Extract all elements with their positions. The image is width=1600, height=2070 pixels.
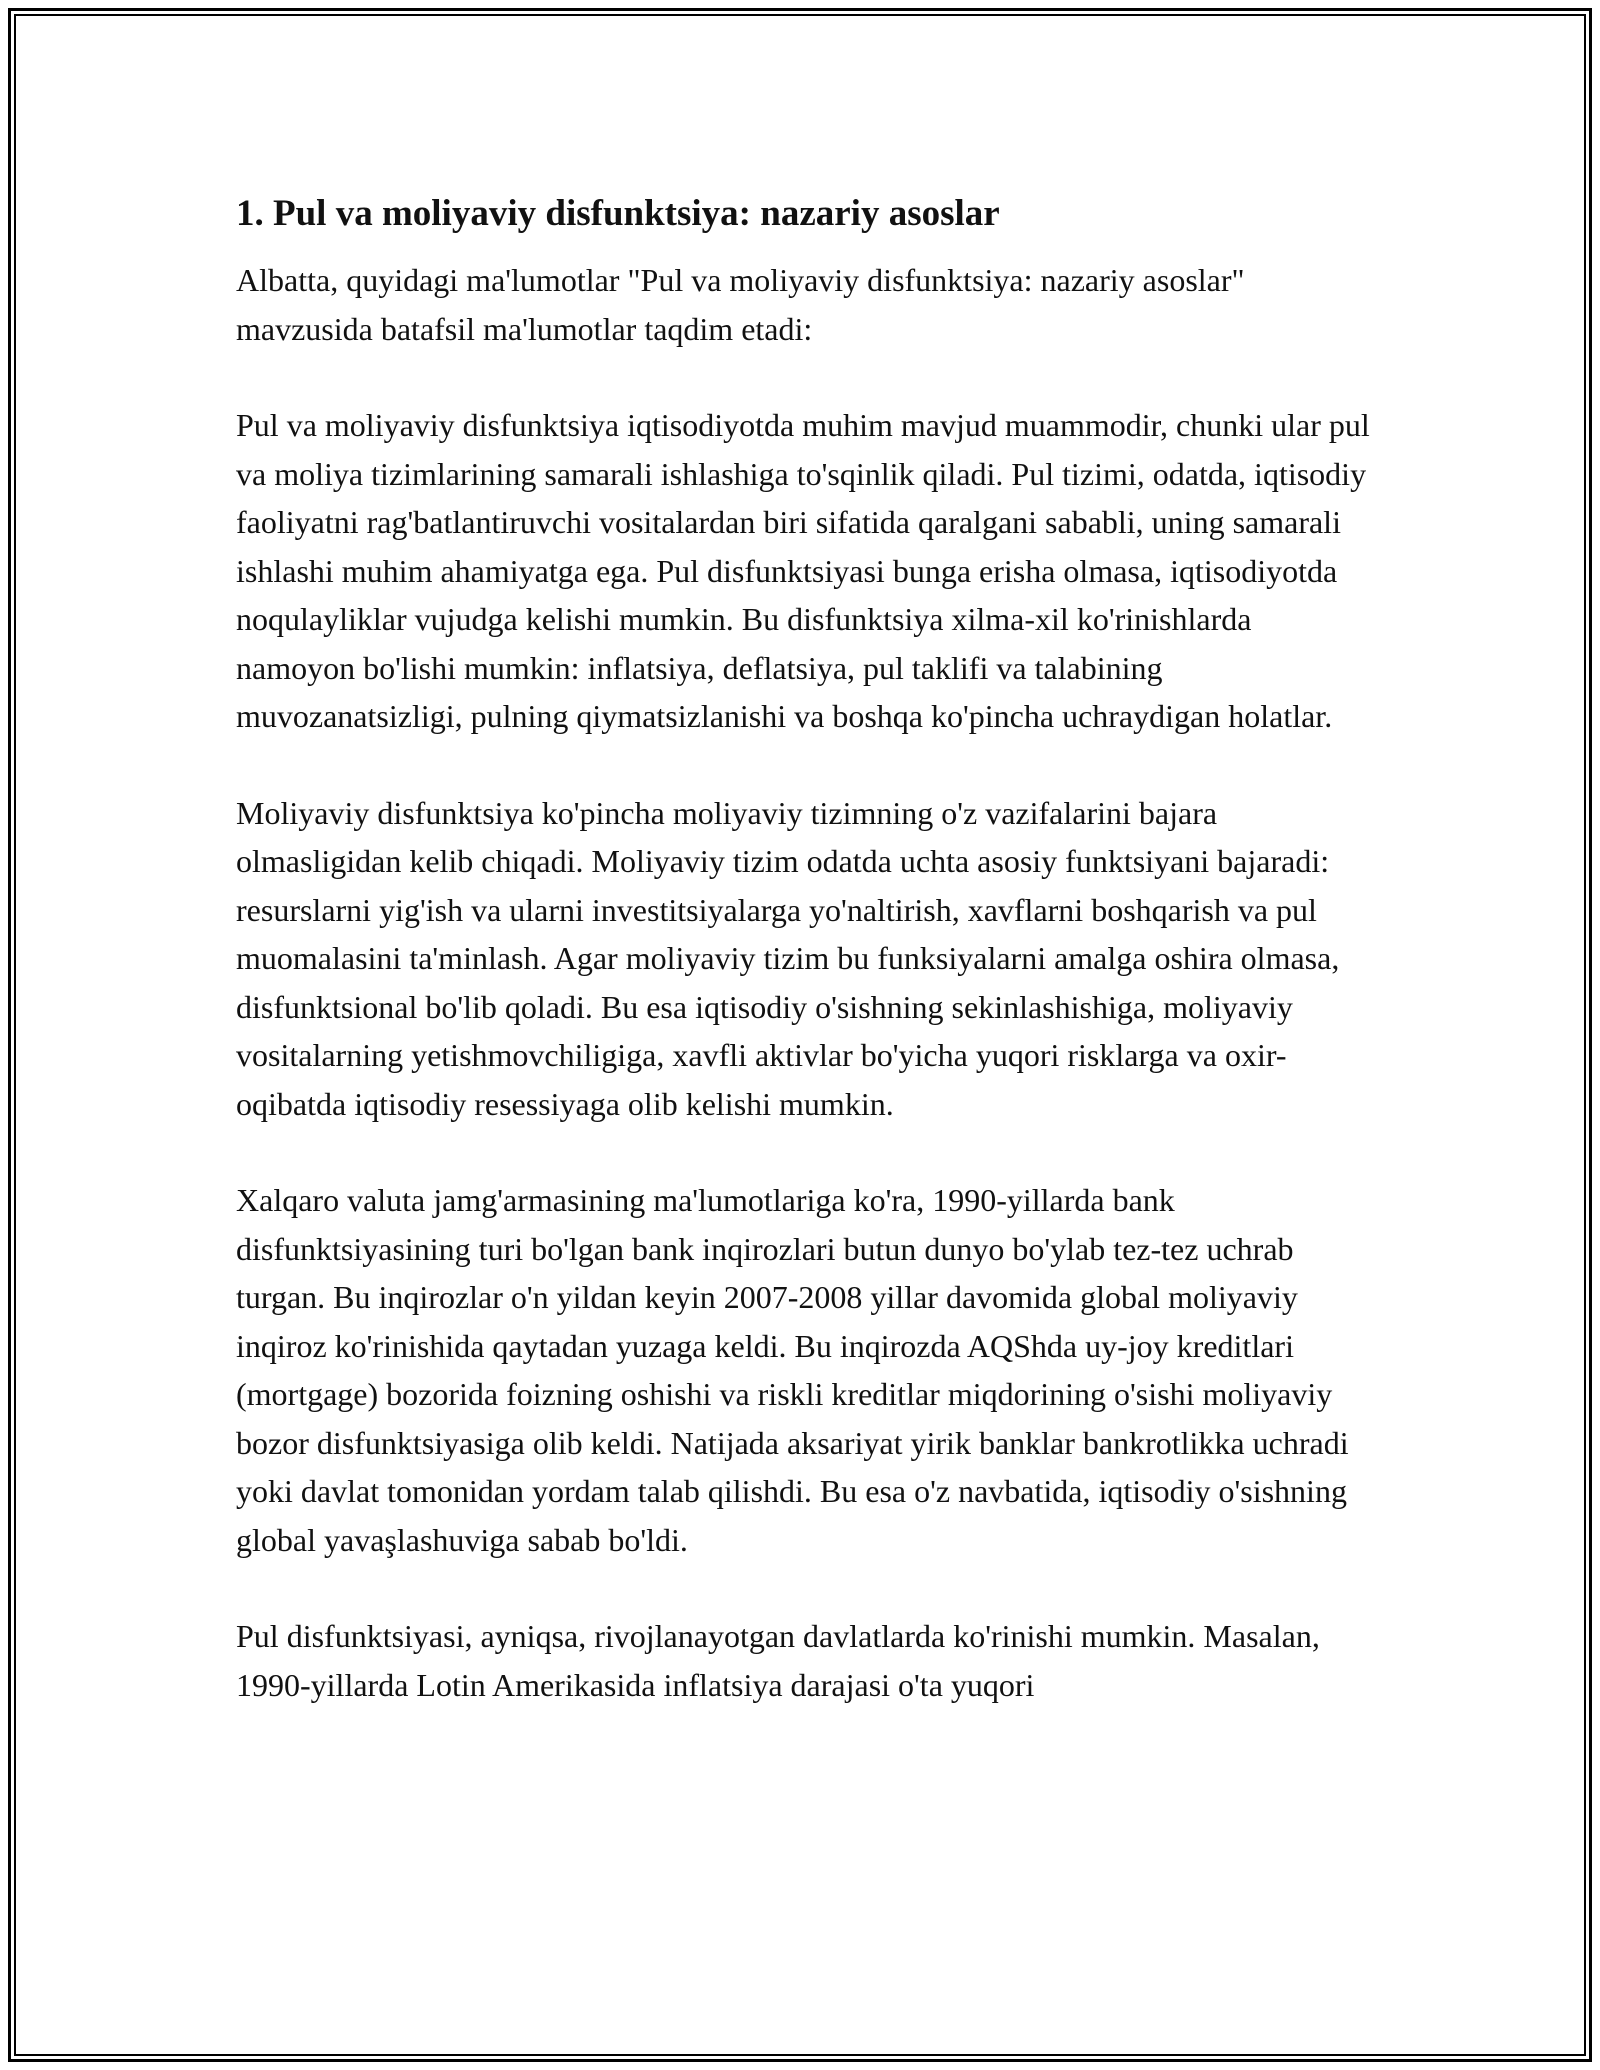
paragraph-developing-countries: Pul disfunktsiyasi, ayniqsa, rivojlanayotgan davlatlarda ko'rinishi mumkin. Masalan, 1990-yillarda Lotin Amerikasida inflatsiya darajasi o'ta yuqori bbox=[236, 1618, 1320, 1703]
paragraph-imf-banking-crises: Xalqaro valuta jamg'armasining ma'lumotlariga ko'ra, 1990-yillarda bank disfunktsiyasining turi bo'lgan bank inqirozlari butun dunyo bo'ylab tez-tez uchrab turgan. Bu inqirozlar o'n yildan keyin 2007-2008 yillar davomida global moliyaviy inqiroz ko'rinishida qaytadan yuzaga keldi. Bu inqirozda AQShda uy-joy kreditlari (mortgage) bozorida foizning oshishi va riskli kreditlar miqdorining o'sishi moliyaviy bozor disfunktsiyasiga olib keldi. Natijada aksariyat yirik banklar bankrotlikka uchradi yoki davlat tomonidan yordam talab qilishdi. Bu esa o'z navbatida, iqtisodiy o'sishning global yavaşlashuviga sabab bo'ldi. bbox=[236, 1182, 1349, 1558]
paragraph-intro: Albatta, quyidagi ma'lumotlar "Pul va moliyaviy disfunktsiya: nazariy asoslar" mavzusida batafsil ma'lumotlar taqdim etadi: bbox=[236, 262, 1245, 347]
paragraph-monetary-dysfunction: Pul va moliyaviy disfunktsiya iqtisodiyotda muhim mavjud muammodir, chunki ular pul va moliya tizimlarining samarali ishlashiga to'sqinlik qiladi. Pul tizimi, odatda, iqtisodiy faoliyatni rag'batlantiruvchi vositalardan biri sifatida qaralgani sababli, uning samarali ishlashi muhim ahamiyatga ega. Pul disfunktsiyasi bunga erisha olmasa, iqtisodiyotda noqulayliklar vujudga kelishi mumkin. Bu disfunktsiya xilma-xil ko'rinishlarda namoyon bo'lishi mumkin: inflatsiya, deflatsiya, pul taklifi va talabining muvozanatsizligi, pulning qiymatsizlanishi va boshqa ko'pincha uchraydigan holatlar. bbox=[236, 407, 1370, 734]
document-body bbox=[236, 186, 1376, 1757]
paragraph-financial-dysfunction: Moliyaviy disfunktsiya ko'pincha moliyaviy tizimning o'z vazifalarini bajara olmasligidan kelib chiqadi. Moliyaviy tizim odatda uchta asosiy funktsiyani bajaradi: resurslarni yig'ish va ularni investitsiyalarga yo'naltirish, xavflarni boshqarish va pul muomalasini ta'minlash. Agar moliyaviy tizim bu funksiyalarni amalga oshira olmasa, disfunktsional bo'lib qoladi. Bu esa iqtisodiy o'sishning sekinlashishiga, moliyaviy vositalarning yetishmovchiligiga, xavfli aktivlar bo'yicha yuqori risklarga va oxir-oqibatda iqtisodiy resessiyaga olib kelishi mumkin. bbox=[236, 794, 1340, 1122]
section-heading: 1. Pul va moliyaviy disfunktsiya: nazariy asoslar bbox=[236, 193, 1000, 234]
